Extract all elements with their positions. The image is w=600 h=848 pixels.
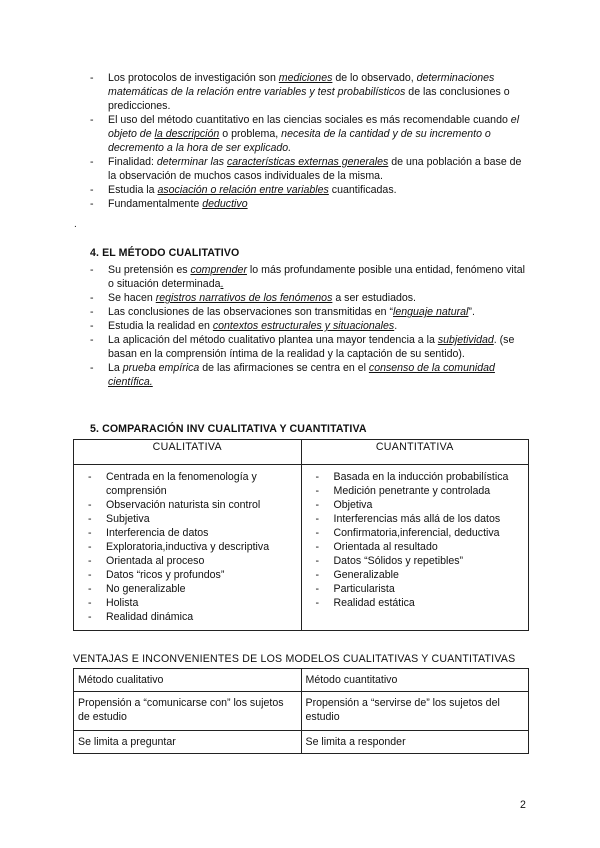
cualitativa-cell [74, 465, 302, 631]
text-run: deductivo [202, 198, 248, 210]
text-run: comprender [190, 264, 247, 276]
cuantitativa-cell [301, 465, 529, 631]
list-item [90, 305, 530, 319]
header-cualitativa: CUALITATIVA [74, 440, 302, 465]
text-run: el objeto de [108, 114, 520, 140]
text-run: . [220, 278, 224, 290]
page-number: 2 [520, 799, 526, 811]
advantages-heading: VENTAJAS E INCONVENIENTES DE LOS MODELOS CUALITATIVAS Y CUANTITATIVAS [73, 653, 516, 665]
text-run: o problema, [219, 128, 282, 140]
table-cell: Se limita a preguntar [74, 731, 302, 754]
list-item: - Confirmatoria,inferencial, deductiva [310, 526, 521, 540]
list-item: - Realidad dinámica [82, 610, 293, 624]
text-run: La aplicación del método cualitativo plantea una mayor tendencia a la [108, 334, 438, 346]
text-run: necesita de la cantidad y de su incremento o decremento a la hora de ser explicado. [108, 128, 491, 154]
list-item: - Basada en la inducción probabilística [310, 470, 521, 484]
list-item: - Observación naturista sin control [82, 498, 293, 512]
list-item: - Orientada al resultado [310, 540, 521, 554]
list-item [90, 319, 530, 333]
text-run: la descripción [154, 128, 220, 140]
list-item: - Exploratoria,inductiva y descriptiva [82, 540, 293, 554]
text-run: de las afirmaciones se centra en el [199, 362, 369, 374]
text-run: lo más profundamente posible una entidad, fenómeno vital o situación determinada [108, 264, 525, 290]
text-run: lenguaje natural [393, 306, 469, 318]
comparison-table [73, 439, 529, 631]
list-item: - Particularista [310, 582, 521, 596]
quantitative-method-list [90, 71, 530, 211]
list-item [90, 183, 530, 197]
list-item: - Interferencia de datos [82, 526, 293, 540]
text-run: Estudia la realidad en [108, 320, 213, 332]
list-item: - No generalizable [82, 582, 293, 596]
list-item [90, 263, 530, 291]
advantages-table [73, 668, 529, 754]
text-run: Finalidad: [108, 156, 157, 168]
list-item: - Holista [82, 596, 293, 610]
text-run: mediciones [278, 72, 333, 84]
text-run: de una población a base de la observación de muchos casos individuales de la misma. [108, 156, 522, 182]
text-run: Las conclusiones de las observaciones son transmitidas en “ [108, 306, 394, 318]
text-run: El uso del método cuantitativo en las ciencias sociales es más recomendable cuando [108, 114, 511, 126]
stray-mark: . [74, 219, 77, 230]
section-5-heading: 5. COMPARACIÓN INV CUALITATIVA Y CUANTITATIVA [90, 423, 367, 435]
text-run: subjetividad [437, 334, 494, 346]
text-run: determinaciones matemáticas de la relación entre variables y test probabilísticos [108, 72, 495, 98]
list-item [90, 155, 530, 183]
text-run: registros narrativos de los fenómenos [155, 292, 333, 304]
list-item [90, 361, 530, 389]
section-4-heading: 4. EL MÉTODO CUALITATIVO [90, 247, 240, 259]
text-run: . [394, 320, 398, 332]
table-cell: Propensión a “comunicarse con” los sujetos de estudio [74, 692, 302, 731]
text-run: asociación o relación entre variables [157, 184, 329, 196]
text-run: prueba empírica [122, 362, 200, 374]
list-item: - Subjetiva [82, 512, 293, 526]
table-cell: Método cualitativo [74, 669, 302, 692]
list-item [90, 113, 530, 155]
text-run: consenso de la comunidad científica. [108, 362, 495, 388]
text-run: determinar las [156, 156, 227, 168]
table-cell: Se limita a responder [301, 731, 529, 754]
text-run: cuantificadas. [328, 184, 397, 196]
list-item: - Centrada en la fenomenología y comprensión [82, 470, 293, 498]
text-run: La [108, 362, 123, 374]
text-run: características externas generales [226, 156, 389, 168]
table-cell: Propensión a “servirse de” los sujetos del estudio [301, 692, 529, 731]
qualitative-method-list [90, 263, 530, 389]
list-item: - Medición penetrante y controlada [310, 484, 521, 498]
text-run: contextos estructurales y situacionales [212, 320, 395, 332]
text-run: Se hacen [108, 292, 156, 304]
text-run: a ser estudiados. [332, 292, 416, 304]
text-run: Estudia la [108, 184, 158, 196]
text-run: Su pretensión es [108, 264, 191, 276]
list-item: - Realidad estática [310, 596, 521, 610]
header-cuantitativa: CUANTITATIVA [301, 440, 529, 465]
list-item: - Datos “ricos y profundos” [82, 568, 293, 582]
list-item [90, 197, 530, 211]
text-run: . (se basan en la comprensión íntima de la realidad y la captación de su sentido). [108, 334, 515, 360]
text-run: Los protocolos de investigación son [108, 72, 279, 84]
cuantitativa-list [310, 470, 521, 610]
list-item: - Interferencias más allá de los datos [310, 512, 521, 526]
text-run: de las conclusiones o predicciones. [108, 86, 510, 112]
list-item: - Orientada al proceso [82, 554, 293, 568]
text-run: ”. [468, 306, 475, 318]
list-item [90, 71, 530, 113]
list-item [90, 291, 530, 305]
list-item: - Datos “Sólidos y repetibles” [310, 554, 521, 568]
text-run: de lo observado, [332, 72, 417, 84]
list-item: - Generalizable [310, 568, 521, 582]
list-item: - Objetiva [310, 498, 521, 512]
list-item [90, 333, 530, 361]
text-run: Fundamentalmente [108, 198, 203, 210]
table-cell: Método cuantitativo [301, 669, 529, 692]
cualitativa-list [82, 470, 293, 624]
